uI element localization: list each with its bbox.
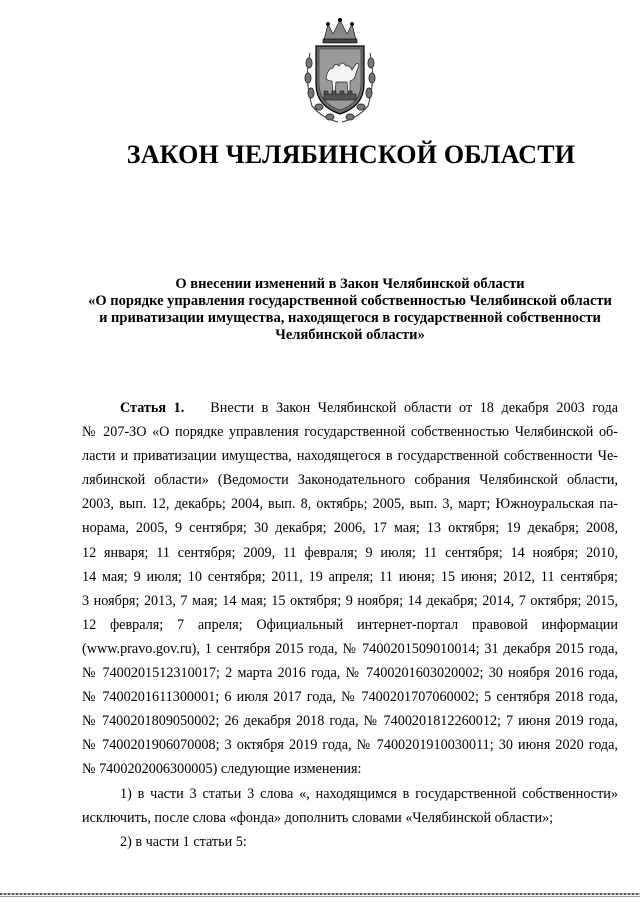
amendment-item: 2) в части 1 статьи 5:: [120, 833, 247, 850]
article-line: 14 мая; 9 июля; 10 сентября; 2011, 19 апреля; 11 июня; 15 июня; 2012, 11 сентября;: [82, 568, 618, 585]
article-line: 12 февраля; 7 апреля; Официальный интернет-портал правовой информации: [82, 616, 618, 633]
article-line: лябинской области» (Ведомости Законодательного собрания Челябинской области,: [82, 472, 618, 489]
law-title: ЗАКОН ЧЕЛЯБИНСКОЙ ОБЛАСТИ: [126, 140, 576, 169]
article-line: 2003, вып. 12, декабрь; 2004, вып. 8, октябрь; 2005, вып. 3, март; Южноуральская па-: [82, 496, 618, 513]
scan-edge-rule: [0, 893, 640, 895]
scan-edge-line: [0, 896, 640, 897]
article-line: № 7400201906070008; 3 октября 2019 года, № 7400201910030011; 30 июня 2020 года,: [82, 737, 618, 754]
article-line: № 7400201611300001; 6 июля 2017 года, № 7400201707060002; 5 сентября 2018 года,: [82, 689, 618, 706]
article-line: 12 января; 11 сентября; 2009, 11 февраля; 9 июля; 11 сентября; 14 ноября; 2010,: [82, 544, 618, 561]
article-line: Внести в Закон Челябинской области от 18 декабря 2003 года: [210, 400, 618, 416]
article-1-body: [82, 396, 618, 854]
article-line: 3 ноября; 2013, 7 мая; 14 мая; 15 октября; 9 ноября; 14 декабря; 2014, 7 октября; 2015,: [82, 592, 618, 609]
article-line: № 7400201512310017; 2 марта 2016 года, № 7400201603020002; 30 ноября 2016 года,: [82, 665, 618, 682]
coat-of-arms-icon: [300, 18, 380, 126]
article-line: (www.pravo.gov.ru), 1 сентября 2015 года, № 7400201509010014; 31 декабря 2015 года,: [82, 640, 618, 657]
article-line: № 207-ЗО «О порядке управления государственной собственностью Челябинской об-: [82, 424, 618, 441]
law-subject: [80, 276, 620, 344]
subject-line: «О порядке управления государственной собственностью Челябинской области: [88, 293, 612, 309]
article-label: Статья 1.: [120, 400, 185, 416]
article-line: ласти и приватизации имущества, находящегося в государственной собственности Че-: [82, 448, 618, 465]
article-line: № 7400202006300005) следующие изменения:: [82, 761, 362, 778]
subject-line: О внесении изменений в Закон Челябинской области: [175, 276, 525, 292]
article-line: № 7400201809050002; 26 декабря 2018 года, № 7400201812260012; 7 июня 2019 года,: [82, 713, 618, 730]
article-line: норама, 2005, 9 сентября; 30 декабря; 2006, 17 мая; 13 октября; 19 декабря; 2008,: [82, 520, 618, 537]
article-first-line: [82, 396, 618, 420]
amendment-item: исключить, после слова «фонда» дополнить словами «Челябинской области»;: [82, 809, 554, 826]
subject-line: Челябинской области»: [275, 327, 425, 343]
subject-line: и приватизации имущества, находящегося в государственной собственности: [99, 310, 601, 326]
amendment-item: 1) в части 3 статьи 3 слова «, находящимся в государственной собственности»: [120, 785, 618, 802]
